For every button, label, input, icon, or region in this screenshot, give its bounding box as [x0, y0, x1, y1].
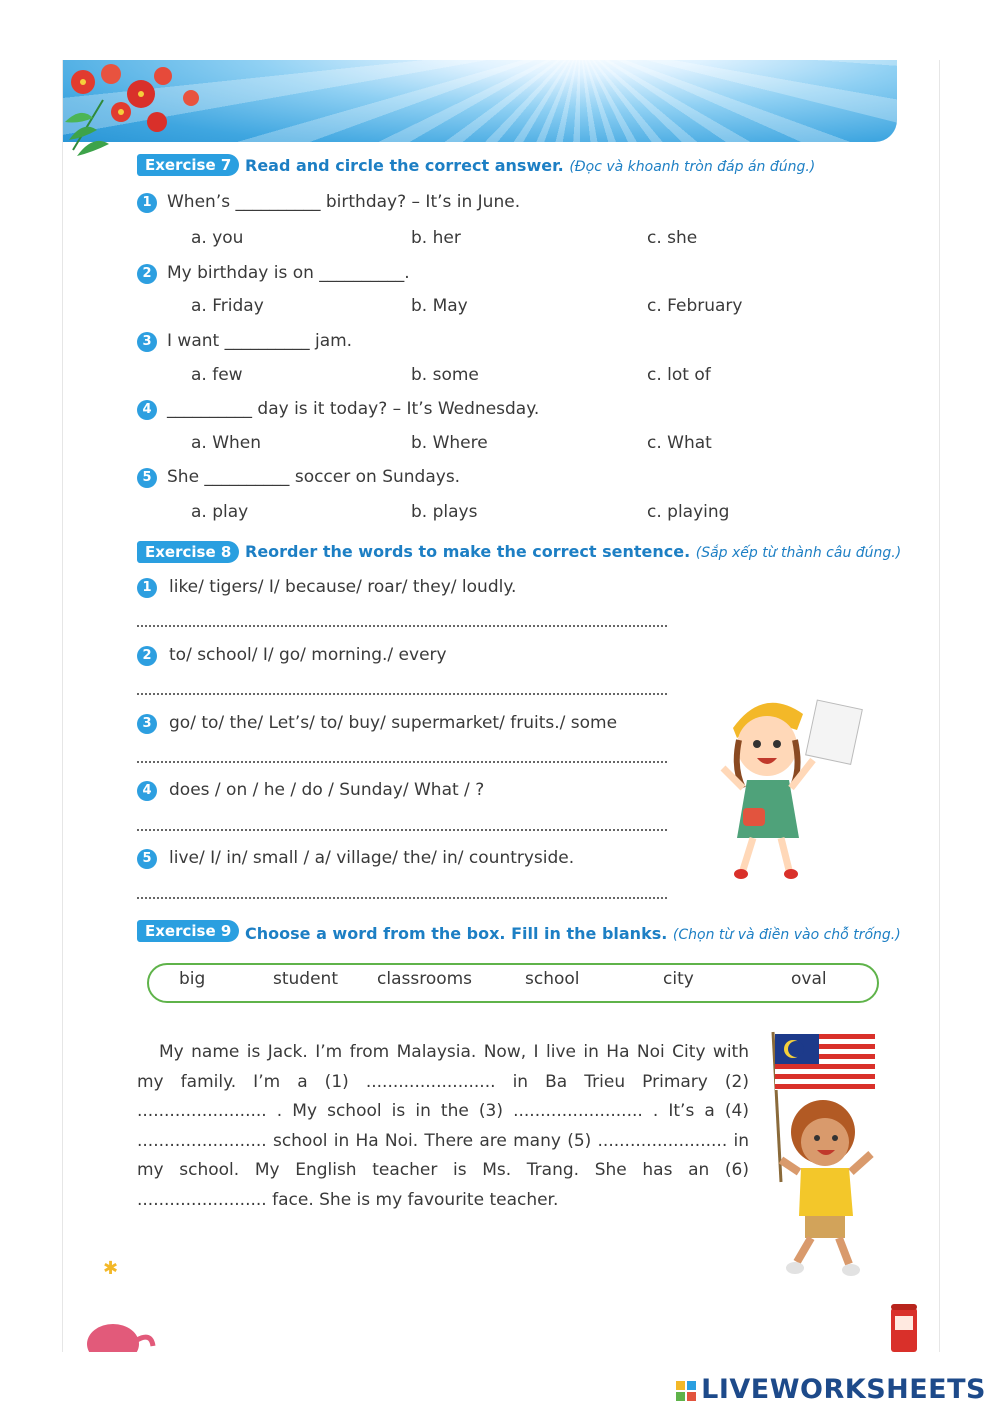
word-option: classrooms [377, 969, 473, 989]
exercise-8-title: Reorder the words to make the correct sentence. (Sắp xếp từ thành câu đúng.) [245, 542, 902, 561]
blank-2[interactable]: ........................ [137, 1101, 267, 1121]
exercise-8-badge: Exercise 8 [137, 541, 239, 563]
question-number: 1 [137, 193, 157, 213]
exercise-9-title: Choose a word from the box. Fill in the blanks. (Chọn từ và điền vào chỗ trống.) [245, 924, 901, 943]
option-c[interactable]: c. What [647, 433, 712, 453]
question-text: When’s __________ birthday? – It’s in June. [167, 192, 521, 212]
scrambled-words: to/ school/ I/ go/ morning./ every [169, 645, 447, 665]
option-c[interactable]: c. lot of [647, 365, 711, 385]
exercise-9-badge: Exercise 9 [137, 920, 239, 942]
option-b[interactable]: b. Where [411, 433, 488, 453]
phone-booth-icon [885, 1300, 925, 1352]
option-a[interactable]: a. When [191, 433, 262, 453]
blank-3[interactable]: ........................ [513, 1101, 643, 1121]
teapot-icon [83, 1310, 163, 1352]
option-b[interactable]: b. plays [411, 502, 478, 522]
answer-line[interactable] [137, 761, 667, 763]
answer-line[interactable] [137, 829, 667, 831]
option-b[interactable]: b. May [411, 296, 468, 316]
answer-line[interactable] [137, 897, 667, 899]
option-a[interactable]: a. Friday [191, 296, 264, 316]
option-a[interactable]: a. you [191, 228, 244, 248]
item-number: 5 [137, 849, 157, 869]
option-b[interactable]: b. some [411, 365, 479, 385]
blank-1[interactable]: ........................ [365, 1071, 496, 1092]
girl-illustration-icon [703, 688, 863, 898]
word-option: city [663, 969, 694, 989]
blank-6[interactable]: ........................ [137, 1189, 267, 1210]
question-text: I want __________ jam. [167, 331, 353, 351]
item-number: 1 [137, 578, 157, 598]
logo-mark-icon [675, 1380, 699, 1402]
word-option: student [273, 969, 338, 989]
option-b[interactable]: b. her [411, 228, 461, 248]
option-c[interactable]: c. February [647, 296, 743, 316]
question-number: 4 [137, 400, 157, 420]
scrambled-words: does / on / he / do / Sunday/ What / ? [169, 780, 485, 800]
question-number: 3 [137, 332, 157, 352]
worksheet-page [62, 60, 940, 1352]
option-c[interactable]: c. she [647, 228, 698, 248]
question-text: My birthday is on __________. [167, 263, 410, 283]
item-number: 3 [137, 714, 157, 734]
word-option: school [525, 969, 580, 989]
blank-4[interactable]: ........................ [137, 1130, 267, 1151]
scrambled-words: like/ tigers/ I/ because/ roar/ they/ loudly. [169, 577, 517, 597]
liveworksheets-logo: LIVEWORKSHEETS [675, 1374, 986, 1405]
option-a[interactable]: a. few [191, 365, 243, 385]
question-number: 5 [137, 468, 157, 488]
blank-5[interactable]: ........................ [597, 1130, 728, 1151]
exercise-7-badge: Exercise 7 [137, 154, 239, 176]
item-number: 4 [137, 781, 157, 801]
exercise-7-title: Read and circle the correct answer. (Đọc và khoanh tròn đáp án đúng.) [245, 156, 816, 175]
item-number: 2 [137, 646, 157, 666]
answer-line[interactable] [137, 625, 667, 627]
option-c[interactable]: c. playing [647, 502, 730, 522]
question-text: She __________ soccer on Sundays. [167, 467, 461, 487]
reading-passage: My name is Jack. I’m from Malaysia. Now, I live in Ha Noi City with my family. I’m a (1) ........................ in Ba Trieu Primary (2) ........................ . My school is in the (3) ........................ . It’s a (4) ........................ school in Ha Noi. There are many (5) ........................ in my school. My English teacher is Ms. Trang. She has an (6) ........................ face. She is my favourite teacher. [137, 1042, 749, 1210]
question-number: 2 [137, 264, 157, 284]
question-text: __________ day is it today? – It’s Wednesday. [167, 399, 540, 419]
scrambled-words: live/ I/ in/ small / a/ village/ the/ in/ countryside. [169, 848, 575, 868]
flower-decoration-icon [63, 60, 223, 160]
option-a[interactable]: a. play [191, 502, 249, 522]
boy-with-flag-illustration-icon [753, 1022, 893, 1282]
answer-line[interactable] [137, 693, 667, 695]
star-icon: ✱ [103, 1258, 119, 1279]
word-option: oval [791, 969, 827, 989]
word-box [147, 963, 879, 1003]
scrambled-words: go/ to/ the/ Let’s/ to/ buy/ supermarket/ fruits./ some [169, 713, 618, 733]
word-option: big [179, 969, 206, 989]
